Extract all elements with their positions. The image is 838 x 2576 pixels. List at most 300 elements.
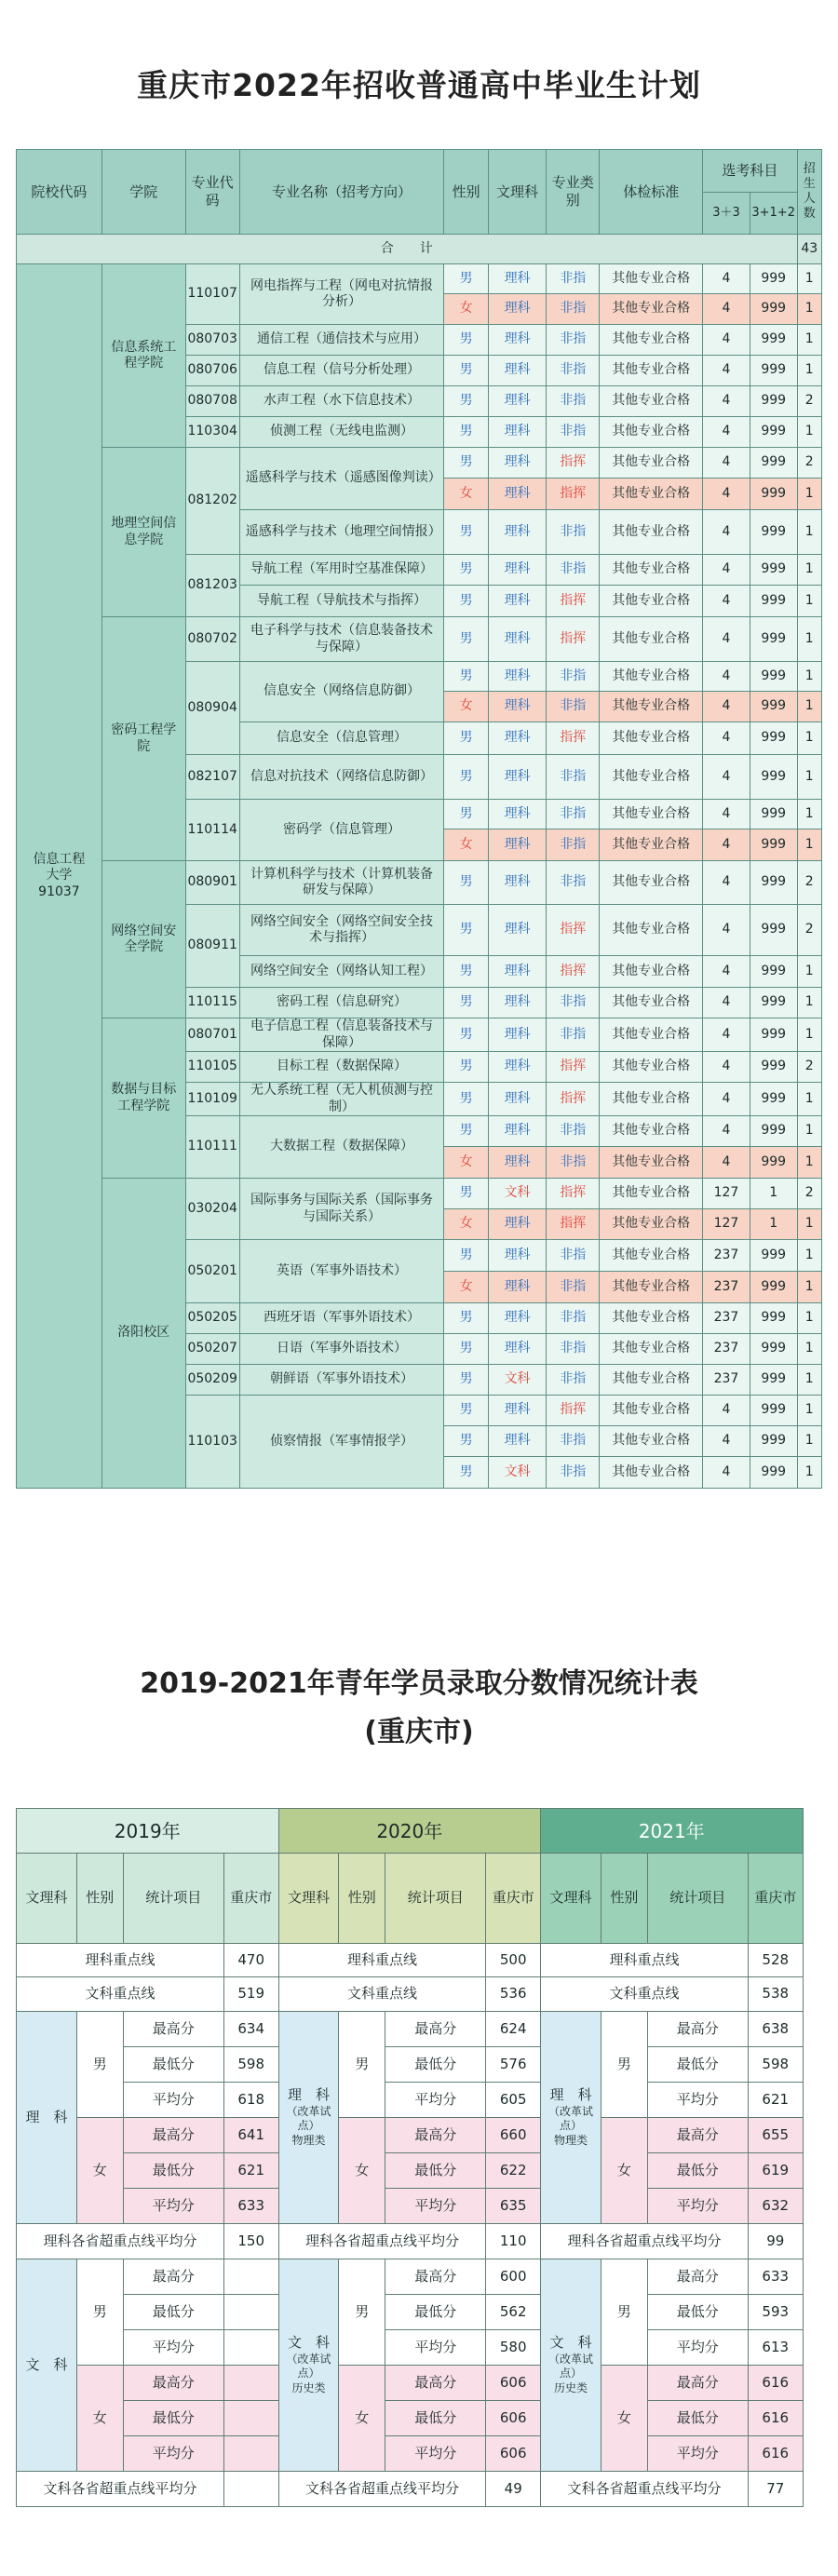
gender-cell: 男 [601, 2012, 647, 2118]
subject-cell: 理科 [488, 1396, 546, 1426]
art-avg-value [223, 2472, 278, 2507]
score-value-cell: 622 [486, 2153, 541, 2189]
score-value-cell: 593 [748, 2295, 803, 2330]
elective-b-cell: 999 [750, 988, 797, 1018]
elective-b-cell: 999 [750, 1018, 797, 1052]
elective-a-cell: 4 [703, 555, 750, 586]
elective-a-cell: 4 [703, 956, 750, 988]
subject-cell: 理科 [488, 1272, 546, 1303]
elective-b-cell: 999 [750, 479, 797, 510]
subject-cell: 理科 [488, 586, 546, 617]
score-row [17, 2259, 822, 2295]
score-value-cell: 621 [748, 2083, 803, 2118]
category-cell: 指挥 [547, 905, 600, 956]
major-name-cell: 遥感科学与技术（地理空间情报） [239, 510, 444, 555]
college-cell: 洛阳校区 [101, 1179, 185, 1489]
category-cell: 非指 [547, 662, 600, 692]
stat-item-cell: 最低分 [385, 2047, 486, 2083]
elective-b-cell: 999 [750, 800, 797, 829]
score-table [16, 1808, 822, 2507]
gender-cell: 男 [444, 386, 489, 417]
stat-item-cell: 最高分 [647, 2118, 748, 2153]
stat-item-cell: 最高分 [123, 2366, 223, 2401]
score-value-cell: 638 [748, 2012, 803, 2047]
gender-cell: 男 [444, 1083, 489, 1116]
spacer-cell [803, 1854, 821, 1944]
physical-cell: 其他专业合格 [600, 1365, 703, 1396]
header-elective-a: 3＋3 [703, 193, 750, 235]
physical-cell: 其他专业合格 [600, 1240, 703, 1272]
header-physical: 体检标准 [600, 150, 703, 235]
college-cell: 密码工程学院 [101, 617, 185, 861]
quota-cell: 1 [797, 829, 821, 861]
gender-cell: 男 [444, 1018, 489, 1052]
category-cell: 非指 [547, 1147, 600, 1179]
subject-cell: 理科 [488, 755, 546, 800]
elective-a-cell: 4 [703, 448, 750, 479]
header-elective-b: 3+1+2 [750, 193, 797, 235]
physical-cell: 其他专业合格 [600, 264, 703, 294]
physical-cell: 其他专业合格 [600, 988, 703, 1018]
elective-b-cell: 999 [750, 617, 797, 662]
category-cell: 指挥 [547, 586, 600, 617]
category-cell: 非指 [547, 417, 600, 448]
major-code-cell: 110304 [185, 417, 239, 448]
year-header: 2020年 [278, 1809, 541, 1854]
subject-cell: 理科 [488, 800, 546, 829]
enrollment-plan-table [16, 149, 822, 1489]
college-cell: 网络空间安全学院 [101, 861, 185, 1018]
sci-line-value: 500 [486, 1944, 541, 1977]
stat-item-cell: 最高分 [123, 2118, 223, 2153]
gender-cell: 男 [444, 1052, 489, 1083]
stat-item-cell: 平均分 [385, 2189, 486, 2224]
score-row [17, 1944, 822, 1977]
major-code-cell: 110105 [185, 1052, 239, 1083]
stat-item-cell: 最低分 [385, 2401, 486, 2436]
elective-a-cell: 4 [703, 1052, 750, 1083]
gender-cell: 男 [444, 988, 489, 1018]
category-cell: 非指 [547, 510, 600, 555]
category-cell: 指挥 [547, 1052, 600, 1083]
major-name-cell: 信息对抗技术（网络信息防御） [239, 755, 444, 800]
subject-cell: 理科 [488, 722, 546, 755]
major-name-cell: 侦察情报（军事情报学） [239, 1396, 444, 1489]
gender-cell: 男 [339, 2012, 385, 2118]
score-value-cell: 598 [748, 2047, 803, 2083]
elective-b-cell: 999 [750, 325, 797, 356]
subject-cell: 理科 [488, 555, 546, 586]
elective-b-cell: 999 [750, 448, 797, 479]
elective-b-cell: 999 [750, 861, 797, 905]
elective-b-cell: 999 [750, 1147, 797, 1179]
elective-a-cell: 237 [703, 1272, 750, 1303]
subject-cell: 理科 [488, 956, 546, 988]
score-value-cell [223, 2259, 278, 2295]
score-row [17, 1809, 822, 1854]
category-cell: 非指 [547, 755, 600, 800]
subject-cell: 理科 [488, 1426, 546, 1457]
score-row [17, 2330, 822, 2366]
stat-item-cell: 最高分 [123, 2259, 223, 2295]
major-code-cell: 110114 [185, 800, 239, 861]
category-cell: 非指 [547, 555, 600, 586]
header-school-code: 院校代码 [17, 150, 102, 235]
score-row [17, 2153, 822, 2189]
quota-cell: 1 [797, 1426, 821, 1457]
score-value-cell [223, 2330, 278, 2366]
quota-cell: 1 [797, 1457, 821, 1489]
elective-b-cell: 999 [750, 1083, 797, 1116]
gender-cell: 女 [601, 2118, 647, 2224]
elective-b-cell: 999 [750, 755, 797, 800]
art-line-label: 文科重点线 [17, 1977, 224, 2012]
category-cell: 非指 [547, 1426, 600, 1457]
stat-item-cell: 平均分 [123, 2436, 223, 2472]
header-elective: 选考科目 [703, 150, 797, 193]
score-title [0, 1660, 838, 1757]
score-value-cell: 641 [223, 2118, 278, 2153]
physical-cell: 其他专业合格 [600, 800, 703, 829]
spacer-cell [803, 2118, 821, 2153]
physical-cell: 其他专业合格 [600, 555, 703, 586]
score-row [17, 2083, 822, 2118]
college-cell: 信息系统工程学院 [101, 264, 185, 448]
major-code-cell: 080904 [185, 662, 239, 755]
elective-b-cell: 999 [750, 905, 797, 956]
major-name-cell: 通信工程（通信技术与应用） [239, 325, 444, 356]
score-value-cell [223, 2366, 278, 2401]
subject-cell: 文科 [488, 1365, 546, 1396]
header-major-name: 专业名称（招考方向） [239, 150, 444, 235]
physical-cell: 其他专业合格 [600, 1083, 703, 1116]
physical-cell: 其他专业合格 [600, 722, 703, 755]
score-value-cell: 606 [486, 2366, 541, 2401]
stat-item-cell: 最低分 [123, 2153, 223, 2189]
elective-b-cell: 1 [750, 1209, 797, 1240]
sci-subject-reform-cell [541, 2012, 601, 2224]
major-code-cell: 110103 [185, 1396, 239, 1489]
quota-cell: 1 [797, 722, 821, 755]
elective-b-cell: 999 [750, 692, 797, 722]
category-cell: 指挥 [547, 956, 600, 988]
major-name-cell: 英语（军事外语技术） [239, 1240, 444, 1303]
physical-cell: 其他专业合格 [600, 325, 703, 356]
major-code-cell: 080703 [185, 325, 239, 356]
physical-cell: 其他专业合格 [600, 861, 703, 905]
quota-cell: 1 [797, 1147, 821, 1179]
quota-cell: 1 [797, 356, 821, 386]
physical-cell: 其他专业合格 [600, 692, 703, 722]
reform-note: （改革试点） [548, 2352, 594, 2380]
sci-avg-label: 理科各省超重点线平均分 [278, 2224, 486, 2259]
score-value-cell: 618 [223, 2083, 278, 2118]
physical-cell: 其他专业合格 [600, 417, 703, 448]
elective-a-cell: 4 [703, 988, 750, 1018]
elective-a-cell: 237 [703, 1303, 750, 1334]
col-header-gender: 性别 [339, 1854, 385, 1944]
stat-item-cell: 平均分 [385, 2436, 486, 2472]
stat-item-cell: 最低分 [385, 2153, 486, 2189]
subject-cell: 理科 [488, 1334, 546, 1365]
gender-cell: 男 [444, 861, 489, 905]
school-code-cell: 信息工程大学 91037 [17, 264, 102, 1489]
score-value-cell: 633 [223, 2189, 278, 2224]
elective-b-cell: 999 [750, 264, 797, 294]
spacer-cell [803, 2012, 821, 2047]
plan-row [17, 1018, 822, 1052]
spacer-cell [803, 1809, 821, 1854]
category-cell: 非指 [547, 1272, 600, 1303]
quota-cell: 1 [797, 325, 821, 356]
score-value-cell: 655 [748, 2118, 803, 2153]
stat-item-cell: 平均分 [647, 2083, 748, 2118]
elective-b-cell: 999 [750, 1272, 797, 1303]
elective-b-cell: 999 [750, 1052, 797, 1083]
quota-cell: 1 [797, 617, 821, 662]
gender-cell: 女 [601, 2366, 647, 2472]
plan-row [17, 617, 822, 662]
major-code-cell: 080911 [185, 905, 239, 988]
elective-a-cell: 4 [703, 325, 750, 356]
spacer-cell [803, 2153, 821, 2189]
category-cell: 指挥 [547, 1179, 600, 1209]
score-value-cell: 600 [486, 2259, 541, 2295]
elective-a-cell: 237 [703, 1365, 750, 1396]
elective-a-cell: 4 [703, 386, 750, 417]
quota-cell: 1 [797, 1334, 821, 1365]
major-name-cell: 密码学（信息管理） [239, 800, 444, 861]
elective-a-cell: 4 [703, 755, 750, 800]
score-value-cell [223, 2401, 278, 2436]
major-name-cell: 计算机科学与技术（计算机装备研发与保障） [239, 861, 444, 905]
elective-b-cell: 999 [750, 829, 797, 861]
physical-cell: 其他专业合格 [600, 479, 703, 510]
score-value-cell: 660 [486, 2118, 541, 2153]
category-cell: 非指 [547, 1116, 600, 1147]
category-cell: 非指 [547, 325, 600, 356]
major-name-cell: 网络空间安全（网络认知工程） [239, 956, 444, 988]
sci-avg-label: 理科各省超重点线平均分 [17, 2224, 224, 2259]
elective-a-cell: 127 [703, 1209, 750, 1240]
gender-cell: 男 [444, 325, 489, 356]
physical-cell: 其他专业合格 [600, 1116, 703, 1147]
gender-cell: 男 [444, 722, 489, 755]
sci-subject-cell: 理 科 [17, 2012, 77, 2224]
art-line-label: 文科重点线 [541, 1977, 749, 2012]
major-name-cell: 导航工程（军用时空基准保障） [239, 555, 444, 586]
major-code-cell: 081203 [185, 555, 239, 617]
score-row [17, 2436, 822, 2472]
reform-track: 历史类 [291, 2381, 326, 2395]
elective-a-cell: 237 [703, 1334, 750, 1365]
quota-cell: 2 [797, 386, 821, 417]
category-cell: 指挥 [547, 1083, 600, 1116]
total-label: 合 计 [17, 235, 798, 264]
col-header-stat: 统计项目 [123, 1854, 223, 1944]
quota-cell: 1 [797, 555, 821, 586]
physical-cell: 其他专业合格 [600, 905, 703, 956]
major-code-cell: 050209 [185, 1365, 239, 1396]
major-code-cell: 080706 [185, 356, 239, 386]
col-header-subject: 文理科 [17, 1854, 77, 1944]
stat-item-cell: 平均分 [123, 2330, 223, 2366]
category-cell: 非指 [547, 294, 600, 325]
quota-cell: 2 [797, 905, 821, 956]
subject-cell: 理科 [488, 1240, 546, 1272]
quota-cell: 1 [797, 1396, 821, 1426]
art-avg-label: 文科各省超重点线平均分 [278, 2472, 486, 2507]
gender-cell: 女 [444, 692, 489, 722]
gender-cell: 男 [76, 2259, 123, 2366]
gender-cell: 男 [444, 1303, 489, 1334]
score-value-cell: 605 [486, 2083, 541, 2118]
elective-a-cell: 4 [703, 586, 750, 617]
col-header-subject: 文理科 [541, 1854, 601, 1944]
score-row [17, 2401, 822, 2436]
score-value-cell [223, 2295, 278, 2330]
elective-b-cell: 999 [750, 510, 797, 555]
elective-a-cell: 4 [703, 617, 750, 662]
major-name-cell: 朝鲜语（军事外语技术） [239, 1365, 444, 1396]
stat-item-cell: 最低分 [385, 2295, 486, 2330]
art-line-value: 519 [223, 1977, 278, 2012]
score-row [17, 2047, 822, 2083]
sci-avg-value: 150 [223, 2224, 278, 2259]
art-avg-value: 49 [486, 2472, 541, 2507]
art-subject-cell: 文 科 [17, 2259, 77, 2472]
physical-cell: 其他专业合格 [600, 448, 703, 479]
elective-a-cell: 127 [703, 1179, 750, 1209]
category-cell: 指挥 [547, 617, 600, 662]
gender-cell: 男 [444, 510, 489, 555]
elective-a-cell: 4 [703, 1018, 750, 1052]
col-header-subject: 文理科 [278, 1854, 339, 1944]
quota-cell: 1 [797, 1240, 821, 1272]
category-cell: 非指 [547, 1365, 600, 1396]
subject-cell: 理科 [488, 479, 546, 510]
elective-a-cell: 4 [703, 722, 750, 755]
stat-item-cell: 最低分 [647, 2153, 748, 2189]
col-header-gender: 性别 [601, 1854, 647, 1944]
header-gender: 性别 [444, 150, 489, 235]
art-avg-label: 文科各省超重点线平均分 [17, 2472, 224, 2507]
elective-a-cell: 4 [703, 1457, 750, 1489]
quota-cell: 1 [797, 1116, 821, 1147]
quota-cell: 2 [797, 1179, 821, 1209]
physical-cell: 其他专业合格 [600, 1147, 703, 1179]
elective-a-cell: 4 [703, 662, 750, 692]
spacer-cell [803, 2047, 821, 2083]
subject-cell: 理科 [488, 417, 546, 448]
col-header-city: 重庆市 [486, 1854, 541, 1944]
gender-cell: 女 [339, 2118, 385, 2224]
major-name-cell: 日语（军事外语技术） [239, 1334, 444, 1365]
stat-item-cell: 平均分 [647, 2436, 748, 2472]
college-cell: 地理空间信息学院 [101, 448, 185, 617]
physical-cell: 其他专业合格 [600, 755, 703, 800]
major-name-cell: 侦测工程（无线电监测） [239, 417, 444, 448]
col-header-stat: 统计项目 [385, 1854, 486, 1944]
physical-cell: 其他专业合格 [600, 1426, 703, 1457]
spacer-cell [803, 2472, 821, 2507]
major-code-cell: 110111 [185, 1116, 239, 1179]
elective-b-cell: 999 [750, 555, 797, 586]
physical-cell: 其他专业合格 [600, 1018, 703, 1052]
stat-item-cell: 最低分 [123, 2295, 223, 2330]
subject-cell: 文科 [488, 1457, 546, 1489]
quota-cell: 1 [797, 1365, 821, 1396]
stat-item-cell: 平均分 [385, 2330, 486, 2366]
subject-cell: 理科 [488, 386, 546, 417]
art-avg-label: 文科各省超重点线平均分 [541, 2472, 749, 2507]
quota-cell: 1 [797, 1272, 821, 1303]
subject-cell: 理科 [488, 1147, 546, 1179]
gender-cell: 女 [444, 479, 489, 510]
gender-cell: 男 [444, 800, 489, 829]
subject-cell: 理科 [488, 325, 546, 356]
physical-cell: 其他专业合格 [600, 1396, 703, 1426]
physical-cell: 其他专业合格 [600, 829, 703, 861]
quota-cell: 1 [797, 510, 821, 555]
score-row [17, 1977, 822, 2012]
major-name-cell: 网电指挥与工程（网电对抗情报分析） [239, 264, 444, 325]
sci-line-label: 理科重点线 [17, 1944, 224, 1977]
quota-cell: 1 [797, 956, 821, 988]
reform-note: （改革试点） [286, 2104, 331, 2133]
stat-item-cell: 最高分 [123, 2012, 223, 2047]
subject-cell: 理科 [488, 692, 546, 722]
gender-cell: 男 [444, 1116, 489, 1147]
plan-row [17, 861, 822, 905]
subject-cell: 理科 [488, 1303, 546, 1334]
score-value-cell: 606 [486, 2436, 541, 2472]
year-header: 2019年 [17, 1809, 279, 1854]
quota-cell: 1 [797, 988, 821, 1018]
subject-cell: 理科 [488, 448, 546, 479]
art-line-value: 536 [486, 1977, 541, 2012]
score-value-cell: 598 [223, 2047, 278, 2083]
score-value-cell: 633 [748, 2259, 803, 2295]
category-cell: 指挥 [547, 1209, 600, 1240]
subject-cell: 理科 [488, 1209, 546, 1240]
spacer-cell [803, 2330, 821, 2366]
subject-cell: 理科 [488, 861, 546, 905]
elective-b-cell: 999 [750, 1303, 797, 1334]
major-name-cell: 水声工程（水下信息技术） [239, 386, 444, 417]
subject-cell: 理科 [488, 294, 546, 325]
elective-a-cell: 4 [703, 829, 750, 861]
category-cell: 指挥 [547, 1396, 600, 1426]
quota-cell: 1 [797, 294, 821, 325]
plan-row [17, 448, 822, 479]
major-code-cell: 030204 [185, 1179, 239, 1240]
score-value-cell: 621 [223, 2153, 278, 2189]
stat-item-cell: 最低分 [647, 2295, 748, 2330]
major-name-cell: 无人系统工程（无人机侦测与控制） [239, 1083, 444, 1116]
art-line-label: 文科重点线 [278, 1977, 486, 2012]
elective-a-cell: 4 [703, 294, 750, 325]
gender-cell: 男 [601, 2259, 647, 2366]
gender-cell: 男 [444, 264, 489, 294]
category-cell: 非指 [547, 829, 600, 861]
elective-a-cell: 4 [703, 479, 750, 510]
score-row [17, 2012, 822, 2047]
gender-cell: 男 [444, 1179, 489, 1209]
stat-item-cell: 最低分 [647, 2047, 748, 2083]
major-code-cell: 080702 [185, 617, 239, 662]
score-row [17, 2224, 822, 2259]
